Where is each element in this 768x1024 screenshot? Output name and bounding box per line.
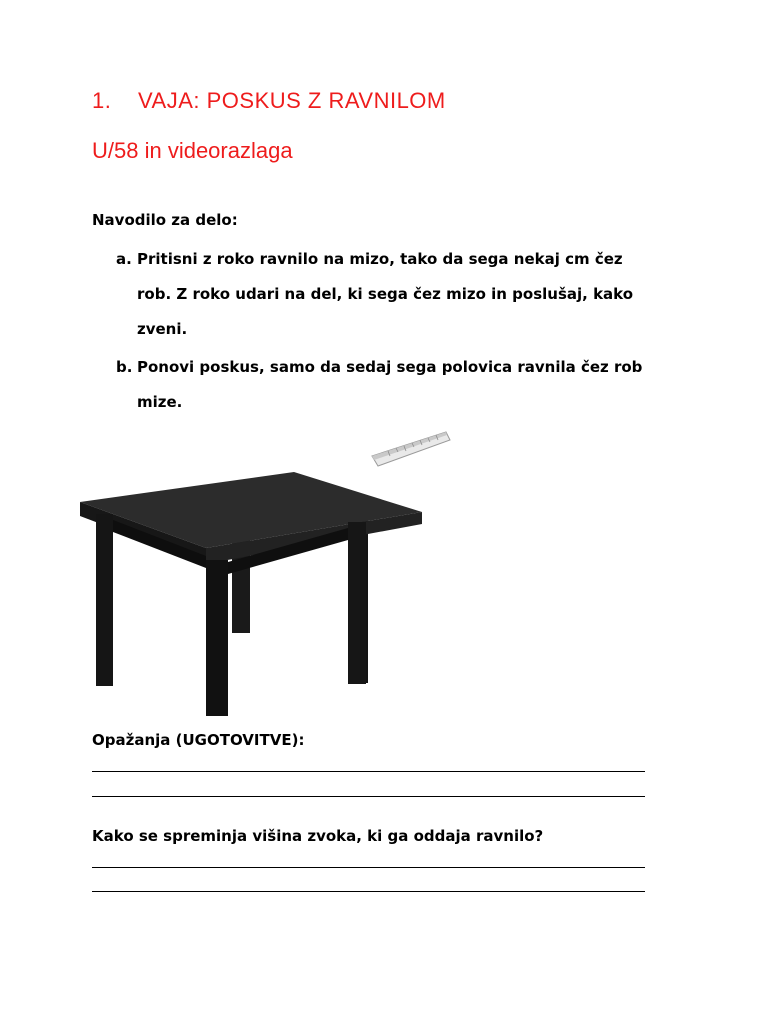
observations-label: Opažanja (UGOTOVITVE): bbox=[92, 731, 305, 749]
ruler-image bbox=[368, 426, 452, 470]
step-line: Ponovi poskus, samo da sedaj sega polovica ravnila čez rob bbox=[137, 358, 643, 376]
exercise-title bbox=[92, 88, 446, 114]
answer-line[interactable] bbox=[92, 796, 645, 797]
step-line: mize. bbox=[137, 393, 183, 411]
exercise-subtitle: U/58 in videorazlaga bbox=[92, 138, 293, 163]
instructions-label: Navodilo za delo: bbox=[92, 211, 238, 229]
instruction-step-b bbox=[116, 350, 676, 420]
exercise-number: 1. bbox=[92, 88, 112, 113]
step-line: rob. Z roko udari na del, ki sega čez mizo in poslušaj, kako bbox=[137, 285, 634, 303]
step-line: Pritisni z roko ravnilo na mizo, tako da sega nekaj cm čez bbox=[137, 250, 623, 268]
answer-line[interactable] bbox=[92, 771, 645, 772]
table-image bbox=[76, 468, 422, 716]
step-marker: b. bbox=[116, 358, 133, 376]
answer-line[interactable] bbox=[92, 891, 645, 892]
answer-line[interactable] bbox=[92, 867, 645, 868]
instruction-step-a bbox=[116, 242, 676, 347]
exercise-title-text: VAJA: POSKUS Z RAVNILOM bbox=[138, 88, 446, 113]
step-marker: a. bbox=[116, 250, 132, 268]
step-line: zveni. bbox=[137, 320, 188, 338]
question-text: Kako se spreminja višina zvoka, ki ga oddaja ravnilo? bbox=[92, 827, 544, 845]
